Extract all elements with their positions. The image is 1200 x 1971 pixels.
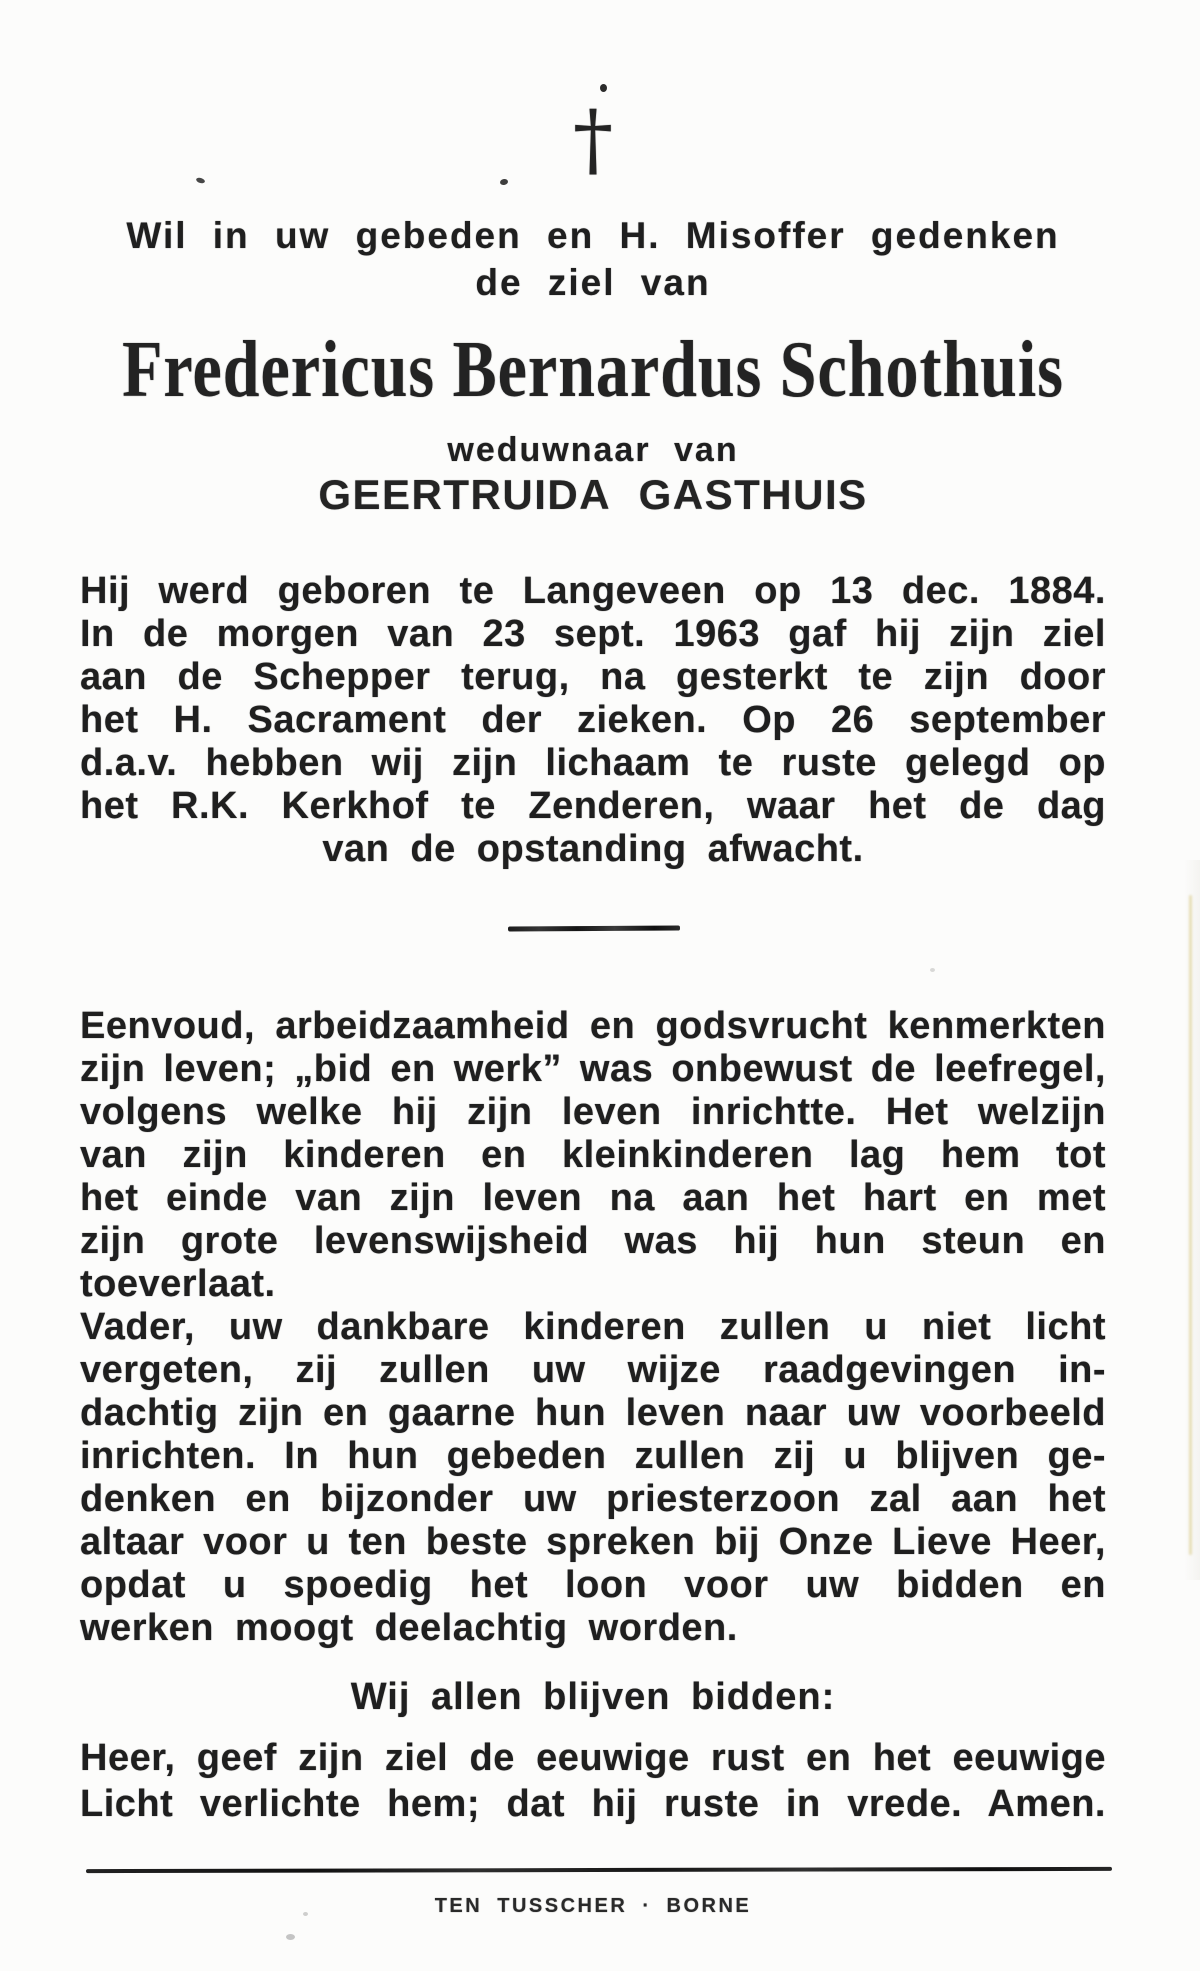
printer-mark: TEN TUSSCHER · BORNE [434, 1895, 752, 1917]
ink-speck [286, 1934, 295, 1940]
bio-line-5: d.a.v. hebben wij zijn lichaam te ruste gelegd op [80, 742, 1106, 784]
prayer-line-1: Heer, geef zijn ziel de eeuwige rust en het eeuwige [80, 1737, 1106, 1779]
bio-line-6: het R.K. Kerkhof te Zenderen, waar het de dag [80, 785, 1106, 827]
farewell-line-1: Vader, uw dankbare kinderen zullen u niet licht [80, 1306, 1106, 1348]
tribute-paragraph [80, 1005, 1106, 1306]
bio-line-2: In de morgen van 23 sept. 1963 gaf hij zijn ziel [80, 613, 1106, 655]
farewell-line-2: vergeten, zij zullen uw wijze raadgevingen in- [80, 1349, 1106, 1391]
bio-line-1: Hij werd geboren te Langeveen op 13 dec. 1884. [80, 570, 1106, 612]
farewell-line-6: altaar voor u ten beste spreken bij Onze Lieve Heer, [80, 1521, 1106, 1563]
bio-line-3: aan de Schepper terug, na gesterkt te zijn door [80, 656, 1106, 698]
tribute-line-2: zijn leven; „bid en werk” was onbewust de leefregel, [80, 1048, 1106, 1090]
farewell-line-5: denken en bijzonder uw priesterzoon zal aan het [80, 1478, 1106, 1520]
prayer-line-2: Licht verlichte hem; dat hij ruste in vrede. Amen. [80, 1783, 1106, 1825]
bottom-rule [86, 1867, 1112, 1873]
deceased-name: Fredericus Bernardus Schothuis [122, 325, 1064, 415]
relation-label: weduwnaar van [447, 431, 739, 469]
ink-speck [600, 84, 607, 92]
farewell-line-8: werken moogt deelachtig worden. [80, 1607, 738, 1649]
tribute-line-1: Eenvoud, arbeidzaamheid en godsvrucht kenmerkten [80, 1005, 1106, 1047]
farewell-line-7: opdat u spoedig het loon voor uw bidden en [80, 1564, 1106, 1606]
tribute-line-7: toeverlaat. [80, 1263, 276, 1305]
intro-text [80, 212, 1106, 306]
intro-line-1: Wil in uw gebeden en H. Misoffer gedenken [126, 215, 1060, 256]
bio-line-4: het H. Sacrament der zieken. Op 26 september [80, 699, 1106, 741]
farewell-line-3: dachtig zijn en gaarne hun leven naar uw voorbeeld [80, 1392, 1106, 1434]
ink-speck [930, 968, 935, 972]
spouse-name: GEERTRUIDA GASTHUIS [318, 471, 868, 518]
section-divider [508, 926, 680, 932]
tribute-line-4: van zijn kinderen en kleinkinderen lag hem tot [80, 1134, 1106, 1176]
closing-heading: Wij allen blijven bidden: [350, 1676, 836, 1718]
bio-line-7: van de opstanding afwacht. [322, 828, 864, 870]
farewell-line-4: inrichten. In hun gebeden zullen zij u blijven ge- [80, 1435, 1106, 1477]
tribute-line-3: volgens welke hij zijn leven inrichtte. Het welzijn [80, 1091, 1106, 1133]
biography-paragraph [80, 570, 1106, 871]
tribute-line-5: het einde van zijn leven na aan het hart en met [80, 1177, 1106, 1219]
intro-line-2: de ziel van [475, 262, 711, 303]
prayer-paragraph [80, 1735, 1106, 1827]
cross-icon: † [573, 93, 613, 186]
farewell-paragraph [80, 1306, 1106, 1650]
tribute-line-6: zijn grote levenswijsheid was hij hun steun en [80, 1220, 1106, 1262]
scan-edge-shadow [1184, 860, 1200, 1580]
scan-edge-artifact [1189, 895, 1192, 1555]
